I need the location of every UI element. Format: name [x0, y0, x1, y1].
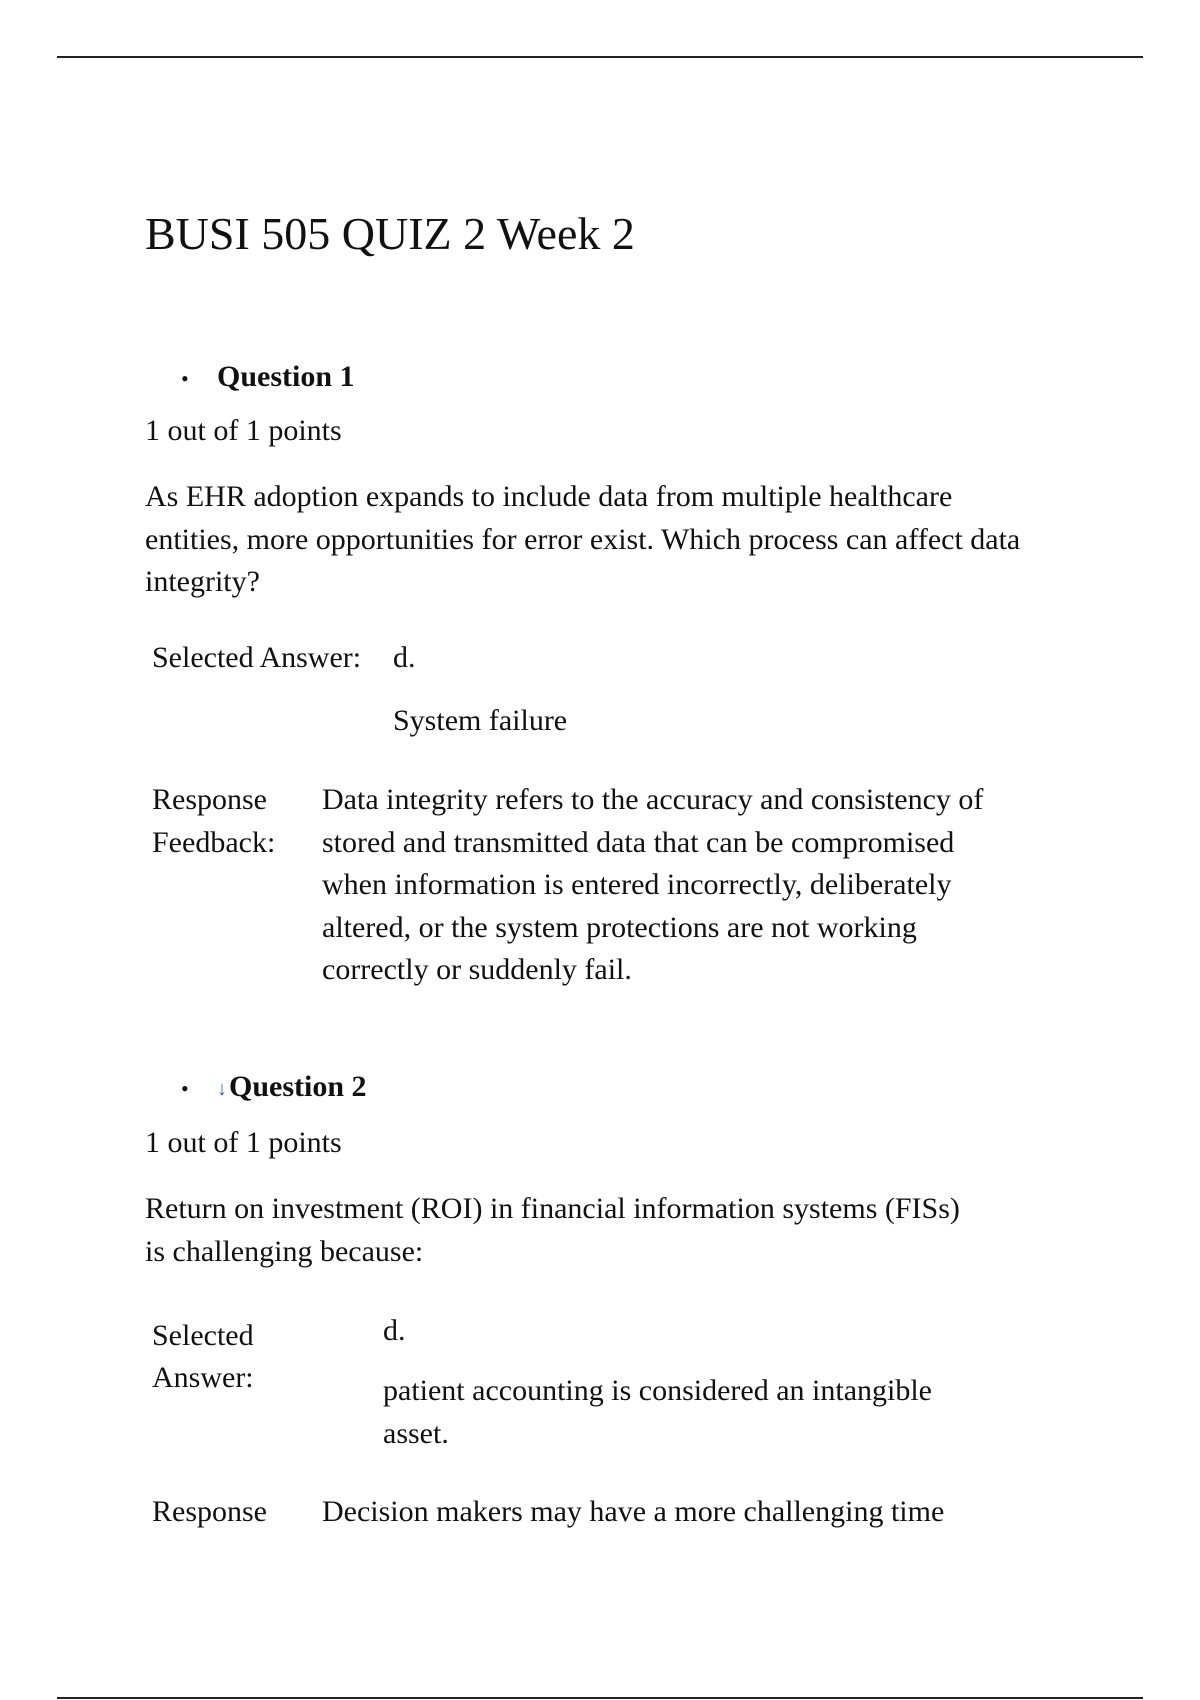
question-1-selected-letter: d. — [393, 641, 416, 674]
feedback-label-line1: Response — [152, 783, 267, 816]
question-2-feedback-label: Response — [152, 1495, 267, 1528]
question-1-title: Question 1 — [217, 360, 355, 393]
bullet-icon: • — [181, 366, 189, 392]
bullet-icon: • — [181, 1076, 189, 1102]
question-1-heading — [181, 357, 355, 399]
selected-label-line1: Selected — [152, 1319, 254, 1352]
question-2-text: Return on investment (ROI) in financial information systems (FISs) is challenging because: — [145, 1192, 960, 1268]
question-1-text: As EHR adoption expands to include data from multiple healthcare entities, more opportunities for error exist. Which process can affect data integrity? — [145, 480, 1021, 598]
question-2-selected-answer-label — [152, 1307, 254, 1392]
question-2-feedback-text: Decision makers may have a more challenging time — [322, 1495, 945, 1528]
bottom-rule — [57, 1697, 1143, 1699]
question-1-selected-answer: System failure — [393, 704, 568, 737]
anchor-arrow-icon: ↓ — [217, 1078, 227, 1101]
question-1-points: 1 out of 1 points — [145, 414, 342, 447]
question-2-heading — [181, 1067, 367, 1109]
selected-label-line2: Answer: — [152, 1361, 254, 1394]
question-1-selected-answer-label: Selected Answer: — [152, 641, 362, 674]
question-2-title: Question 2 — [229, 1070, 367, 1103]
top-rule — [57, 56, 1143, 58]
question-1-feedback-label — [152, 779, 275, 864]
question-2-selected-answer: patient accounting is considered an intangible asset. — [383, 1374, 932, 1450]
question-2-points: 1 out of 1 points — [145, 1126, 342, 1159]
question-1-feedback-text: Data integrity refers to the accuracy and consistency of stored and transmitted data that can be compromised when information is entered incorrectly, deliberately altered, or the system protections are not working correctly or suddenly fail. — [322, 783, 984, 986]
feedback-label-line2: Feedback: — [152, 825, 276, 859]
question-2-selected-letter: d. — [383, 1314, 406, 1347]
page-title: BUSI 505 QUIZ 2 Week 2 — [145, 208, 635, 259]
